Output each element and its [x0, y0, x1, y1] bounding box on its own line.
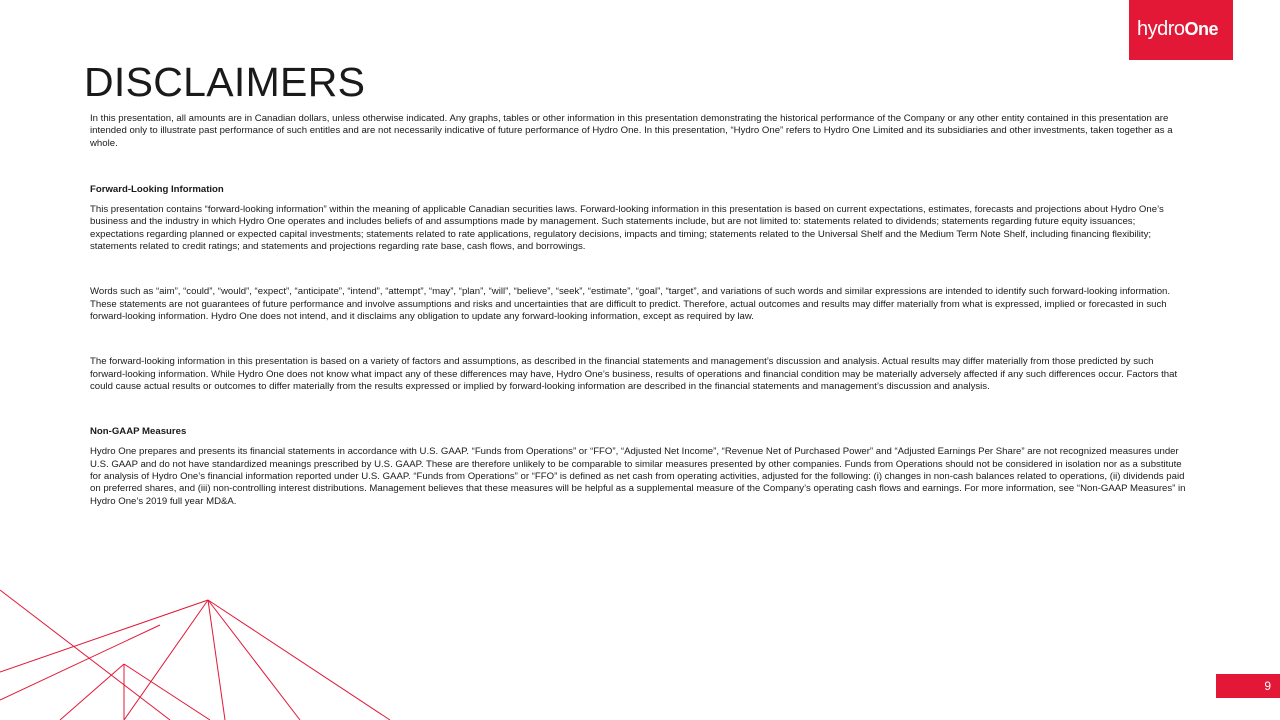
forward-looking-paragraph-3: The forward-looking information in this presentation is based on a variety of factors and assumptions, as described in the financial statements and management’s discussion and analysis. Actual results may differ materially from those predicted by such forward-looking information. While Hydro One does not know what impact any of these differences may have, Hydro One’s business, results of operations and financial condition may be materially adversely affected if any such differences occur. Factors that could cause actual results or outcomes to differ materially from the results expressed or implied by forward-looking information are described in the financial statements and management’s discussion and analysis. — [90, 356, 1178, 392]
page-number-badge: 9 — [1216, 674, 1280, 698]
forward-looking-paragraph-2: Words such as “aim”, “could”, “would”, “expect”, “anticipate”, “intend”, “attempt”, “may”, “plan”, “will”, “believe”, “seek”, “estimate”, “goal”, “target”, and variations of such words and similar expressions are intended to identify such forward-looking information. These statements are not guarantees of future performance and involve assumptions and risks and uncertainties that are difficult to predict. Therefore, actual outcomes and results may differ materially from what is expressed, implied or forecasted in such forward-looking information. Hydro One does not intend, and it disclaims any obligation to update any forward-looking information, except as required by law. — [90, 286, 1171, 322]
non-gaap-heading: Non-GAAP Measures — [90, 426, 187, 438]
intro-paragraph: In this presentation, all amounts are in Canadian dollars, unless otherwise indicated. Any graphs, tables or other information in this presentation demonstrating the historical performance of the Company or any other entity contained in this presentation are intended only to illustrate past performance of such entitles and are not necessarily indicative of future performance of Hydro One. In this presentation, “Hydro One” refers to Hydro One Limited and its subsidiaries and other investments, taken together as a whole. — [90, 113, 1173, 149]
non-gaap-paragraph: Hydro One prepares and presents its financial statements in accordance with U.S. GAAP. “Funds from Operations” or “FFO”, “Adjusted Net Income”, “Revenue Net of Purchased Power” and “Adjusted Earnings Per Share” are not recognized measures under U.S. GAAP and do not have standardized meanings prescribed by U.S. GAAP. These are therefore unlikely to be comparable to similar measures presented by other companies. Funds from Operations should not be considered in isolation nor as a substitute for analysis of Hydro One’s financial information reported under U.S. GAAP. “Funds from Operations” or “FFO” is defined as net cash from operating activities, adjusted for the following: (i) changes in non-cash balances related to operations, (ii) dividends paid on preferred shares, and (iii) non-controlling interest distributions. Management believes that these measures will be helpful as a supplemental measure of the Company’s operating cash flows and earnings. For more information, see “Non-GAAP Measures” in Hydro One’s 2019 full year MD&A. — [90, 446, 1186, 507]
logo-wordmark — [1137, 18, 1218, 41]
forward-looking-paragraph-1: This presentation contains “forward-looking information” within the meaning of applicable Canadian securities laws. Forward-looking information in this presentation is based on current expectations, estimates, forecasts and projections about Hydro One’s business and the industry in which Hydro One operates and includes beliefs of and assumptions made by management. Such statements include, but are not limited to: statements related to dividends; statements regarding future equity issuances; expectations regarding planned or expected capital investments; statements related to rate applications, regulatory decisions, impacts and timing; statements related to the Universal Shelf and the Medium Term Note Shelf, including financing flexibility; statements related to credit ratings; and statements and projections regarding rate base, cash flows, and borrowings. — [90, 204, 1164, 253]
page-title: DISCLAIMERS — [84, 59, 366, 105]
logo-word-hydro: hydro — [1137, 18, 1185, 40]
logo-word-one: One — [1184, 19, 1219, 39]
decorative-line-graphic — [0, 580, 1280, 720]
hydro-one-logo — [1129, 0, 1233, 60]
forward-looking-heading: Forward-Looking Information — [90, 183, 224, 195]
disclaimer-body — [90, 113, 1190, 508]
